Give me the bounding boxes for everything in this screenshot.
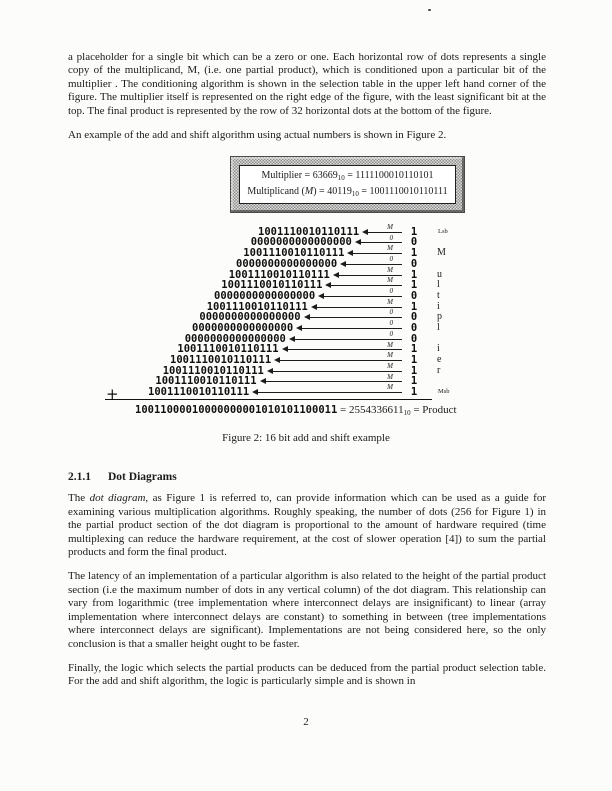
arrow-line [315,307,402,308]
multiplier-bit: 0 [410,321,418,334]
multiplier-edge-label: t [437,289,440,301]
partial-product-bits: 0000000000000000 [250,236,352,249]
arrow-line [351,253,402,254]
row-indent-spacer [105,242,251,243]
section-number: 2.1.1 [68,471,91,484]
multiplier-edge-label: i [437,343,440,355]
arrow-line [344,264,402,265]
arrow-line [278,360,402,361]
figure-header-box [230,156,465,213]
multiplier-edge-label: i [437,300,440,312]
multiplier-bit: 0 [410,236,418,249]
row-indent-spacer [105,360,170,361]
row-indent-spacer [105,263,236,264]
left-arrow-icon [296,319,404,334]
partial-product-bits: 1001110010110111 [228,268,330,281]
arrow-annotation: M [387,297,393,306]
arrow-line [264,381,402,382]
multiplier-edge-label: l [437,321,440,333]
multiplicand-value-line: Multiplicand $(M) = 40119_{10} = 1001110010110111$ [247,185,448,198]
multiplier-bit: 1 [410,300,418,313]
section-heading [68,471,612,483]
arrow-annotation: 0 [389,233,393,242]
multiplier-edge-label: r [437,364,441,376]
arrow-annotation: M [387,361,393,370]
multiplier-bit: 1 [410,375,418,388]
arrow-head-icon [296,325,302,331]
arrow-head-icon [325,282,331,288]
product-decimal-label: = $2554336611_{10}$ = Product [337,404,457,418]
arrow-head-icon [362,229,368,235]
row-indent-spacer [105,327,192,328]
multiplier-bit: 1 [410,343,418,356]
partial-product-bits: 1001110010110111 [148,386,250,399]
partial-product-bits: 1001110010110111 [177,343,279,356]
sum-rule [105,399,432,400]
row-indent-spacer [105,274,229,275]
arrow-line [293,339,402,340]
multiplier-edge-label: M [437,247,446,259]
multiplier-edge-label: Msb [438,388,450,396]
arrow-head-icon [340,261,346,267]
paragraph-latency: The latency of an implementation of a particular algorithm is also related to the height of the partial product section (i.e the maximum number of dots in any vertical column) of the dot diagram. This relationship can vary from logarithmic (tree implementation where interconnect delays are insignificant) to linear (array implementation where interconnect delays are constant) to something in between (tree implementations where interconnect delays are significant). Implementations are not being considered here, so the only conclusion is that a smaller height ought to be faster. [68,570,546,650]
arrow-annotation: 0 [389,308,393,317]
partial-product-bits: 1001110010110111 [243,247,345,260]
left-arrow-icon [340,255,404,270]
arrow-annotation: 0 [389,329,393,338]
scan-artifact-dot [428,9,431,11]
partial-product-row [105,383,460,403]
arrow-head-icon [289,336,295,342]
multiplier-edge-label: l [437,279,440,291]
paragraph-dot-rows: a placeholder for a single bit which can be a zero or one. Each horizontal row of dots represents a single copy of the multiplicand, M, (i.e. one partial product), which is conditioned upon a particular bit of the multiplier . The conditioning algorithm is shown in the selection table in the upper left hand corner of the figure. The multiplier itself is represented on the right edge of the figure, with the least significant bit at the top. The final product is represented by the row of 32 horizontal dots at the bottom of the figure. [68,51,546,117]
left-arrow-icon [260,372,404,387]
arrow-head-icon [274,357,280,363]
arrow-annotation: M [387,244,393,253]
paragraph-selection-logic: Finally, the logic which selects the partial products can be deduced from the partial product selection table. For the add and shift algorithm, the logic is particularly simple and is shown in [68,661,546,688]
partial-product-bits: 0000000000000000 [184,332,286,345]
row-indent-spacer [105,349,177,350]
arrow-line [322,296,402,297]
arrow-head-icon [318,293,324,299]
partial-product-bits: 0000000000000000 [236,257,338,270]
arrow-head-icon [282,346,288,352]
arrow-annotation: M [387,265,393,274]
multiplier-bit: 0 [410,311,418,324]
arrow-annotation: 0 [389,287,393,296]
multiplier-edge-label: u [437,268,442,280]
left-arrow-icon [282,340,404,355]
row-indent-spacer [105,253,243,254]
arrow-head-icon [252,389,258,395]
arrow-line [359,242,402,243]
multiplier-bit: 1 [410,354,418,367]
partial-product-bits: 0000000000000000 [214,289,316,302]
row-indent-spacer [105,317,199,318]
row-indent-spacer [105,381,155,382]
partial-product-bits: 1001110010110111 [206,300,308,313]
left-arrow-icon [362,222,404,237]
product-binary: 10011000010000000001010101100011 [135,404,338,417]
multiplier-bit: 0 [410,289,418,302]
figure-2 [0,156,612,444]
arrow-annotation: 0 [389,255,393,263]
row-indent-spacer [105,285,221,286]
arrow-line [256,392,402,393]
row-indent-spacer [105,370,163,371]
arrow-line [329,285,402,286]
multiplier-bit: 1 [410,225,418,238]
multiplier-bit: 1 [410,386,418,399]
arrow-head-icon [333,272,339,278]
arrow-annotation: M [387,383,393,392]
paragraph-dot-diagram: The dot diagram, as Figure 1 is referred to, can provide information which can be used as a guide for examining various multiplication algorithms. Roughly speaking, the number of dots (256 for Figure 1) in the partial product section of the dot diagram is proportional to the amount of hardware required (time multiplexing can reduce the hardware requirement, at the cost of slower operation [4]) to sum the partial products and form the final product. [68,492,546,559]
left-arrow-icon [274,351,404,366]
row-indent-spacer [105,231,258,232]
multiplier-bit: 1 [410,247,418,260]
left-arrow-icon [252,383,404,398]
partial-product-bits: 1001110010110111 [155,375,257,388]
multiplier-edge-label: Lsb [438,227,448,235]
arrow-line [337,275,402,276]
multiplier-edge-label: p [437,311,442,323]
partial-product-bits: 1001110010110111 [221,279,323,292]
multiplier-bit: 1 [410,268,418,281]
arrow-head-icon [355,239,361,245]
product-row [135,404,612,416]
left-arrow-icon [267,361,404,376]
paragraph-example-intro: An example of the add and shift algorithm using actual numbers is shown in Figure 2. [68,129,447,142]
multiplier-edge-label: e [437,354,442,366]
arrow-annotation: M [387,372,393,381]
partial-product-bits: 1001110010110111 [258,225,360,238]
arrow-annotation: M [387,222,393,231]
multiplier-bit: 1 [410,279,418,292]
multiplier-bit: 1 [410,364,418,377]
multiplier-bit: 0 [410,332,418,345]
arrow-line [366,232,402,233]
arrow-line [300,328,402,329]
arrow-line [286,349,402,350]
figure-caption: Figure 2: 16 bit add and shift example [222,432,390,445]
partial-product-bits: 1001110010110111 [162,364,264,377]
left-arrow-icon [347,244,404,259]
section-title: Dot Diagrams [108,471,177,484]
arrow-annotation: M [387,340,393,349]
arrow-head-icon [267,368,273,374]
arrow-annotation: M [387,351,393,360]
arrow-annotation: M [387,276,393,285]
arrow-head-icon [260,378,266,384]
arrow-head-icon [347,250,353,256]
figure-header-values [239,165,456,204]
row-indent-spacer [105,295,214,296]
plus-sign: + [106,384,119,403]
multiplier-bit: 0 [410,257,418,270]
arrow-line [271,371,402,372]
left-arrow-icon [355,233,404,248]
arrow-head-icon [311,304,317,310]
multiplier-value-line: Multiplier = $63669_{10} = 1111100010110101$ [261,170,434,183]
partial-product-bits: 1001110010110111 [170,354,272,367]
partial-product-rows [105,222,460,403]
arrow-line [308,317,402,318]
row-indent-spacer [105,338,185,339]
partial-product-bits: 0000000000000000 [199,311,301,324]
arrow-annotation: 0 [389,319,393,328]
left-arrow-icon [333,265,404,280]
partial-product-bits: 0000000000000000 [192,321,294,334]
page-number: 2 [303,716,309,728]
row-indent-spacer [105,306,207,307]
arrow-head-icon [304,314,310,320]
